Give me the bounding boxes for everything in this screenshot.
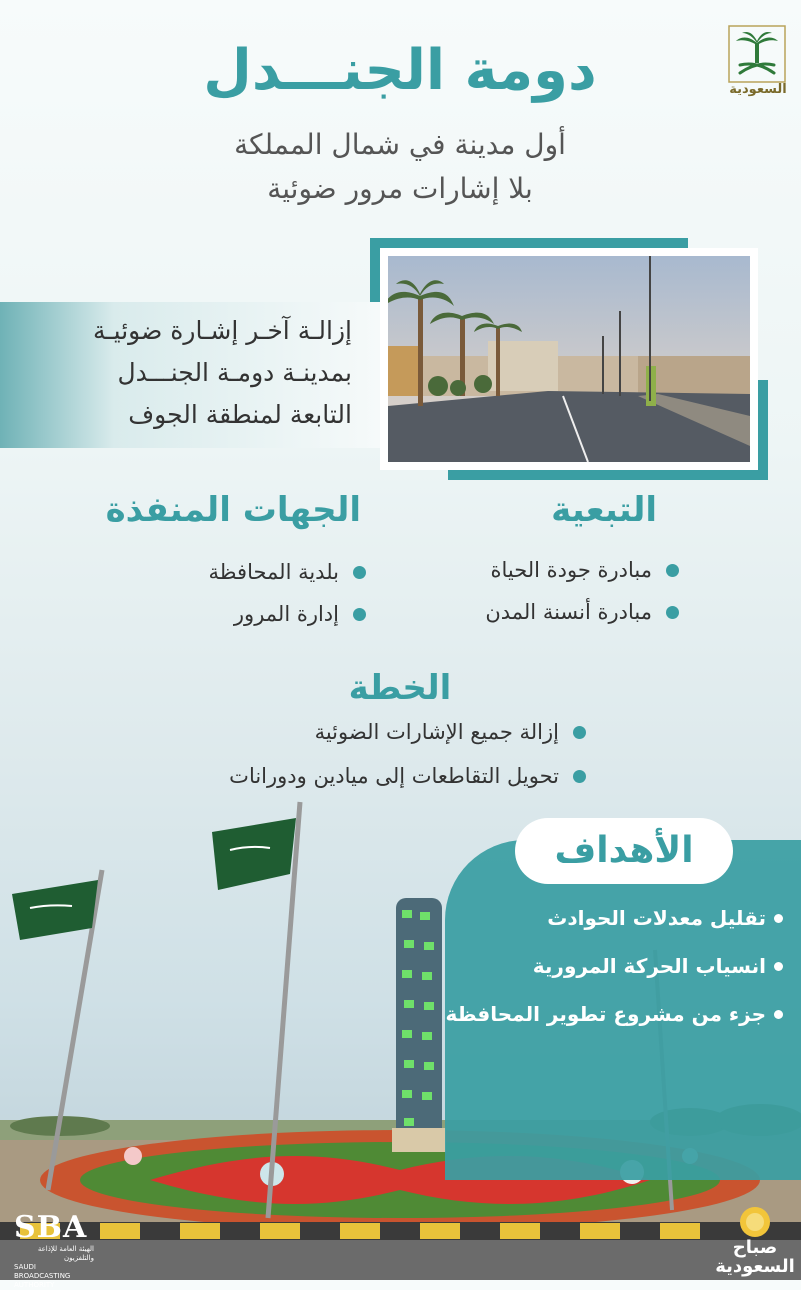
callout-line-1: إزالـة آخـر إشـارة ضوئيـة xyxy=(92,316,352,345)
goal-item xyxy=(547,906,783,930)
bullet-dot-icon xyxy=(353,608,366,621)
bullet-dot-icon xyxy=(666,606,679,619)
flag-icon xyxy=(12,880,98,940)
plan-item xyxy=(229,764,586,788)
bullet-dot-icon xyxy=(666,564,679,577)
goal-item-text: انسياب الحركة المرورية xyxy=(532,954,766,978)
bullet-dot-icon xyxy=(774,1010,783,1019)
plan-heading: الخطة xyxy=(348,668,452,708)
affiliation-item xyxy=(485,600,679,624)
affiliation-item-text: مبادرة جودة الحياة xyxy=(490,558,652,582)
flag-icon xyxy=(212,818,296,890)
sabah-alsaudia-logo xyxy=(710,1205,800,1277)
plan-item-text: إزالة جميع الإشارات الضوئية xyxy=(314,720,559,744)
plan-item-text: تحويل التقاطعات إلى ميادين ودورانات xyxy=(229,764,559,788)
logo-text: السعودية xyxy=(729,82,787,97)
sba-english-name: SAUDI BROADCASTING AUTHORITY xyxy=(14,1263,71,1289)
frame-accent xyxy=(370,238,688,248)
callout-line-3: التابعة لمنطقة الجوف xyxy=(128,400,352,429)
bullet-dot-icon xyxy=(353,566,366,579)
bullet-dot-icon xyxy=(774,914,783,923)
bullet-dot-icon xyxy=(573,770,586,783)
goal-item-text: تقليل معدلات الحوادث xyxy=(547,906,766,930)
goal-item xyxy=(446,1002,783,1026)
executors-item-text: بلدية المحافظة xyxy=(208,560,339,584)
goal-item xyxy=(533,954,783,978)
sabah-logo-line-1: صباح xyxy=(732,1237,778,1258)
sba-logo xyxy=(14,1210,94,1290)
sba-logo-text: SBA xyxy=(14,1210,88,1245)
callout-line-2: بمدينـة دومـة الجنـــدل xyxy=(117,358,352,387)
plan-item xyxy=(315,720,586,744)
frame-accent xyxy=(448,470,768,480)
goal-item-text: جزء من مشروع تطوير المحافظة xyxy=(445,1002,766,1026)
street-photo xyxy=(380,248,758,470)
sba-arabic-name: الهيئة العامة للإذاعة والتلفزيون xyxy=(37,1245,94,1262)
affiliation-item-text: مبادرة أنسنة المدن xyxy=(485,600,652,624)
executors-item xyxy=(234,602,366,626)
subtitle-line-2: بلا إشارات مرور ضوئية xyxy=(267,172,533,205)
affiliation-heading: التبعية xyxy=(551,490,657,530)
executors-heading: الجهات المنفذة xyxy=(105,490,361,530)
street-scene-image xyxy=(388,256,750,462)
sabah-logo-line-2: السعودية xyxy=(715,1256,795,1277)
bullet-dot-icon xyxy=(573,726,586,739)
bullet-dot-icon xyxy=(774,962,783,971)
subtitle-line-1: أول مدينة في شمال المملكة xyxy=(234,128,566,161)
goals-heading: الأهداف xyxy=(515,818,733,884)
executors-item xyxy=(209,560,366,584)
affiliation-item xyxy=(490,558,679,582)
sun-icon xyxy=(738,1205,772,1239)
page-title: دومة الجنـــدل xyxy=(203,38,597,103)
callout-banner xyxy=(0,302,380,448)
frame-accent xyxy=(758,380,768,480)
executors-item-text: إدارة المرور xyxy=(233,602,339,626)
